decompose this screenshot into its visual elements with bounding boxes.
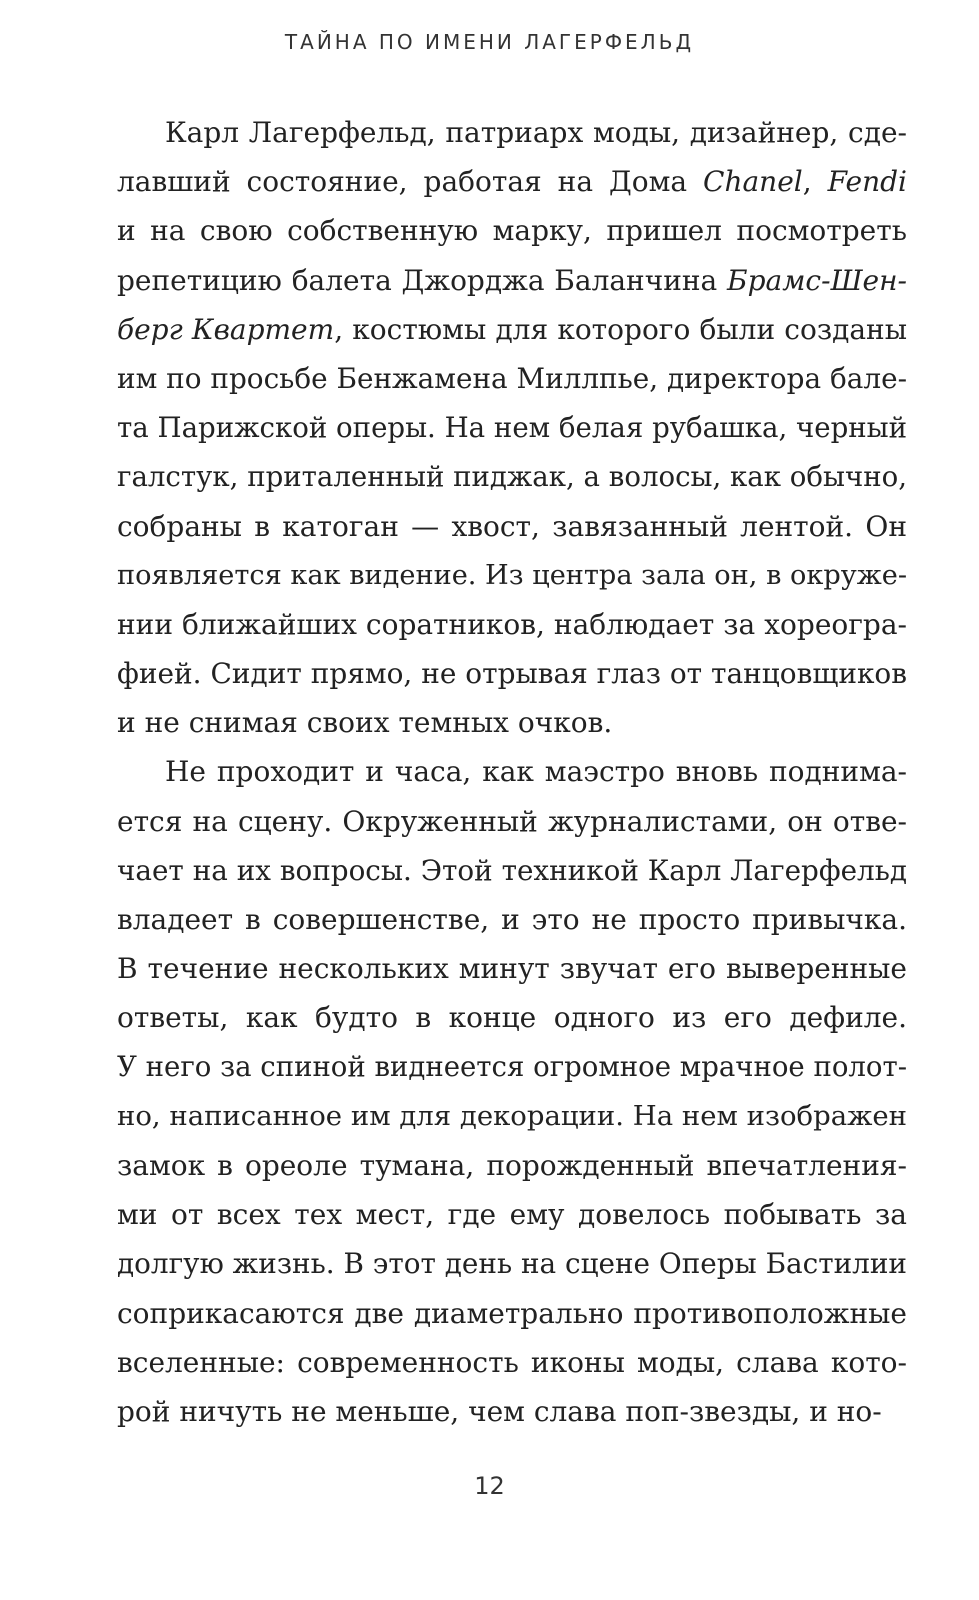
text-line bbox=[117, 698, 907, 747]
text-line bbox=[117, 895, 907, 944]
running-head: ТАЙНА ПО ИМЕНИ ЛАГЕРФЕЛЬД bbox=[284, 30, 695, 54]
text-line bbox=[117, 797, 907, 846]
page-number: 12 bbox=[474, 1472, 505, 1500]
text-line bbox=[117, 354, 907, 403]
text-run: репетицию балета Джорджа Баланчина bbox=[117, 263, 728, 297]
text-line bbox=[117, 108, 907, 157]
text-run: но, написанное им для декорации. На нем изображен bbox=[117, 1099, 907, 1132]
text-run: У него за спиной виднеется огромное мрачное полот- bbox=[117, 1050, 908, 1083]
text-line bbox=[117, 1289, 907, 1338]
text-run: ется на сцену. Окруженный журналистами, он отве- bbox=[117, 804, 907, 838]
text-line bbox=[117, 157, 907, 206]
text-run: соприкасаются две диаметрально противоположные bbox=[117, 1296, 907, 1330]
text-run: В течение нескольких минут звучат его выверенные bbox=[117, 952, 907, 986]
text-line bbox=[117, 1043, 907, 1092]
text-line bbox=[117, 502, 907, 551]
paragraph bbox=[117, 747, 907, 1436]
text-run: Карл Лагерфельд, патриарх моды, дизайнер, сде- bbox=[165, 116, 907, 149]
text-line bbox=[117, 993, 907, 1042]
text-run: владеет в совершенстве, и это не просто привычка. bbox=[117, 903, 907, 936]
text-run: появляется как видение. Из центра зала он, в окруже- bbox=[117, 559, 907, 591]
text-run: чает на их вопросы. Этой техникой Карл Лагерфельд bbox=[117, 853, 907, 887]
italic-title: берг Квартет bbox=[117, 312, 335, 346]
text-line bbox=[117, 403, 907, 452]
text-line bbox=[117, 600, 907, 649]
text-line bbox=[117, 305, 907, 354]
text-run: ответы, как будто в конце одного из его дефиле. bbox=[117, 1001, 907, 1035]
text-line bbox=[117, 1190, 907, 1239]
text-run: фией. Сидит прямо, не отрывая глаз от танцовщиков bbox=[117, 657, 907, 691]
text-run: и на свою собственную марку, пришел посмотреть bbox=[117, 214, 907, 248]
text-run: им по просьбе Бенжамена Миллпье, директора бале- bbox=[117, 361, 907, 395]
body-text bbox=[117, 108, 907, 1436]
text-run: галстук, приталенный пиджак, а волосы, как обычно, bbox=[117, 460, 907, 494]
text-line bbox=[117, 846, 907, 895]
text-run: собраны в катоган — хвост, завязанный лентой. Он bbox=[117, 509, 907, 543]
text-line bbox=[117, 1239, 907, 1288]
text-line bbox=[117, 747, 907, 796]
text-line bbox=[117, 1092, 907, 1141]
text-run: долгую жизнь. В этот день на сцене Оперы Бастилии bbox=[117, 1247, 907, 1281]
text-line bbox=[117, 944, 907, 993]
text-line bbox=[117, 1141, 907, 1190]
text-run: , bbox=[802, 165, 828, 199]
text-line bbox=[117, 1387, 907, 1436]
text-run: лавший состояние, работая на Дома bbox=[117, 165, 704, 199]
text-run: вселенные: современность иконы моды, слава кото- bbox=[117, 1345, 907, 1379]
text-line bbox=[117, 551, 907, 600]
text-line bbox=[117, 452, 907, 501]
text-run: ми от всех тех мест, где ему довелось побывать за bbox=[117, 1198, 907, 1232]
text-run: рой ничуть не меньше, чем слава поп-звезды, и но- bbox=[117, 1394, 882, 1428]
text-run: замок в ореоле тумана, порожденный впечатления- bbox=[117, 1148, 907, 1182]
text-run: , костюмы для которого были созданы bbox=[334, 312, 907, 346]
text-line bbox=[117, 256, 907, 305]
text-line bbox=[117, 649, 907, 698]
italic-title: Fendi bbox=[827, 165, 907, 199]
text-line bbox=[117, 1338, 907, 1387]
text-run: нии ближайших соратников, наблюдает за хореогра- bbox=[117, 607, 907, 641]
paragraph bbox=[117, 108, 907, 747]
italic-title: Chanel bbox=[703, 165, 803, 199]
text-run: Не проходит и часа, как маэстро вновь поднима- bbox=[165, 755, 907, 789]
text-run: та Парижской оперы. На нем белая рубашка, черный bbox=[117, 411, 908, 445]
text-run: и не снимая своих темных очков. bbox=[117, 706, 613, 740]
italic-title: Брамс-Шен- bbox=[727, 263, 907, 297]
text-line bbox=[117, 206, 907, 255]
